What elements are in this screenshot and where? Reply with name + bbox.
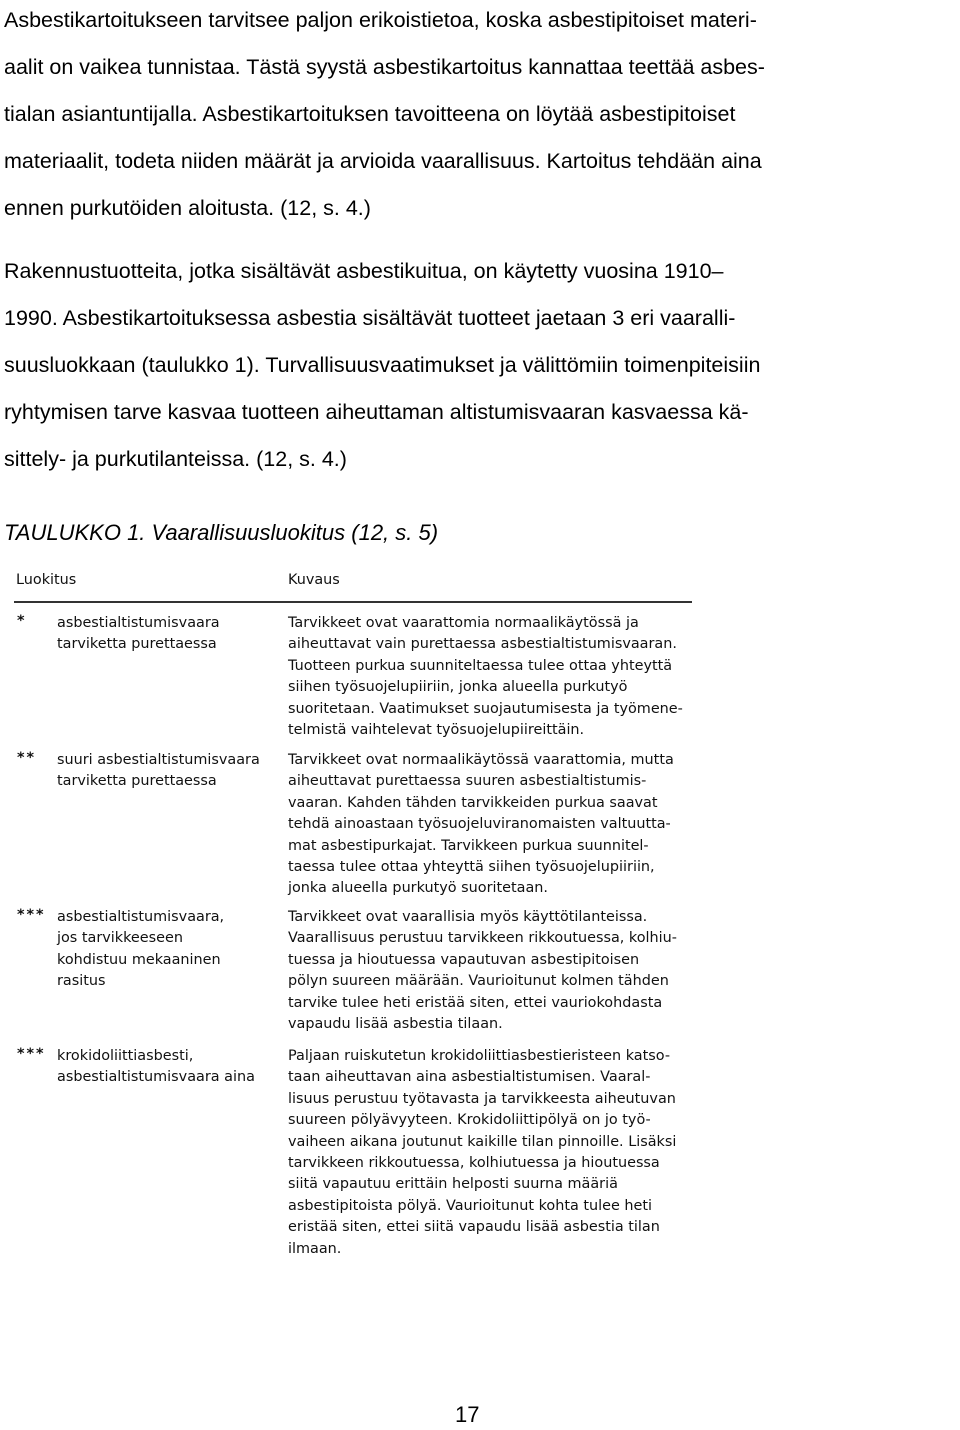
description-line: vaaran. Kahden tähden tarvikkeiden purkua saavat [288, 794, 658, 811]
text-line: ennen purkutöiden aloitusta. (12, s. 4.) [4, 196, 371, 220]
class-line: tarviketta purettaessa [57, 636, 217, 653]
class-line: asbestialtistumisvaara [57, 615, 220, 631]
description-line: vapaudu lisää asbestia tilaan. [288, 1015, 503, 1032]
class-line: rasitus [57, 973, 106, 990]
description-line: Tarvikkeet ovat vaarallisia myös käyttötilanteissa. [288, 909, 648, 925]
description-line: pölyn suureen määrään. Vaurioitunut kolmen tähden [288, 973, 669, 990]
description-line: telmistä vaihtelevat työsuojelupiireittäin. [288, 721, 585, 738]
text-line: aalit on vaikea tunnistaa. Tästä syystä asbestikartoitus kannattaa teettää asbes- [4, 55, 765, 79]
column-header-classification: Luokitus [16, 572, 77, 588]
class-line: kohdistuu mekaaninen [57, 951, 221, 968]
table-caption: TAULUKKO 1. Vaarallisuusluokitus (12, s. 5) [4, 520, 439, 545]
description-line: mat asbestipurkajat. Tarvikkeen purkua suunnitel- [288, 837, 649, 854]
class-line: krokidoliittiasbesti, [57, 1048, 194, 1064]
description-line: vaiheen aikana joutunut kaikille tilan pinnoille. Lisäksi [288, 1133, 677, 1150]
description-cell [288, 907, 692, 1035]
class-line: jos tarvikkeeseen [57, 930, 183, 947]
description-line: tuessa ja hioutuessa vapautuvan asbestipitoisen [288, 951, 640, 968]
page-number: 17 [455, 1402, 480, 1427]
text-line: tialan asiantuntijalla. Asbestikartoituksen tavoitteena on löytää asbestipitoiset [4, 102, 736, 126]
class-cell [57, 1046, 277, 1089]
text-line: materiaalit, todeta niiden määrät ja arvioida vaarallisuus. Kartoitus tehdään aina [4, 149, 762, 173]
description-cell [288, 613, 692, 741]
text-line: Rakennustuotteita, jotka sisältävät asbestikuitua, on käytetty vuosina 1910– [4, 259, 724, 283]
paragraph-asbestos-survey [4, 0, 956, 232]
class-line: tarviketta purettaessa [57, 773, 217, 790]
hazard-stars: *** [17, 907, 46, 923]
class-cell [57, 907, 277, 993]
description-cell [288, 750, 692, 900]
hazard-stars: ** [17, 750, 37, 766]
class-line: suuri asbestialtistumisvaara [57, 752, 260, 768]
text-line: 1990. Asbestikartoituksessa asbestia sisältävät tuotteet jaetaan 3 eri vaaralli- [4, 306, 736, 330]
description-line: Tuotteen purkua suunniteltaessa tulee ottaa yhteyttä [288, 657, 673, 674]
description-line: lisuus perustuu työtavasta ja tarvikkeesta aiheutuvan [288, 1090, 676, 1107]
description-line: aiheuttavat purettaessa suuren asbestialtistumis- [288, 773, 647, 790]
description-line: tarvikkeen rikkoutuessa, kolhiutuessa ja hioutuessa [288, 1154, 660, 1171]
description-line: taessa tulee ottaa yhteyttä siihen työsuojelupiiriin, [288, 858, 655, 875]
class-cell [57, 750, 277, 793]
column-header-description: Kuvaus [288, 572, 340, 588]
description-line: Tarvikkeet ovat vaarattomia normaalikäytössä ja [288, 615, 639, 631]
description-line: Paljaan ruiskutetun krokidoliittiasbestieristeen katso- [288, 1048, 671, 1064]
hazard-stars: * [17, 613, 27, 629]
description-line: aiheuttavat vain purettaessa asbestialtistumisvaaran. [288, 636, 677, 653]
description-line: ilmaan. [288, 1240, 342, 1257]
description-line: suoritetaan. Vaatimukset suojautumisesta ja työmene- [288, 700, 683, 717]
text-line: sittely- ja purkutilanteissa. (12, s. 4.) [4, 447, 347, 471]
text-line: suusluokkaan (taulukko 1). Turvallisuusvaatimukset ja välittömiin toimenpiteisiin [4, 353, 761, 377]
hazard-stars: *** [17, 1046, 46, 1062]
header-rule [14, 601, 692, 603]
class-line: asbestialtistumisvaara, [57, 909, 225, 925]
class-line: asbestialtistumisvaara aina [57, 1069, 255, 1086]
text-line: ryhtymisen tarve kasvaa tuotteen aiheuttaman altistumisvaaran kasvaessa kä- [4, 400, 749, 424]
description-line: Vaarallisuus perustuu tarvikkeen rikkoutuessa, kolhiu- [288, 930, 677, 947]
description-line: taan aiheuttavan aina asbestialtistumisen. Vaaral- [288, 1069, 651, 1086]
class-cell [57, 613, 277, 656]
description-cell [288, 1046, 692, 1260]
description-line: eristää siten, ettei siitä vapaudu lisää asbestia tilan [288, 1219, 660, 1236]
paragraph-hazard-classes [4, 248, 956, 483]
description-line: siihen työsuojelupiiriin, jonka alueella purkutyö [288, 679, 628, 696]
description-line: tehdä ainoastaan työsuojeluviranomaisten valtuutta- [288, 816, 671, 833]
description-line: jonka alueella purkutyö suoritetaan. [288, 880, 548, 897]
description-line: suureen pölyävyyteen. Krokidoliittipölyä on jo työ- [288, 1112, 651, 1129]
description-line: asbestipitoista pölyä. Vaurioitunut kohta tulee heti [288, 1197, 653, 1214]
description-line: tarvike tulee heti eristää siten, ettei vauriokohdasta [288, 994, 663, 1011]
description-line: siitä vapautuu erittäin helposti suurna määriä [288, 1176, 618, 1193]
text-line: Asbestikartoitukseen tarvitsee paljon erikoistietoa, koska asbestipitoiset materi- [4, 8, 757, 32]
description-line: Tarvikkeet ovat normaalikäytössä vaarattomia, mutta [288, 752, 674, 768]
